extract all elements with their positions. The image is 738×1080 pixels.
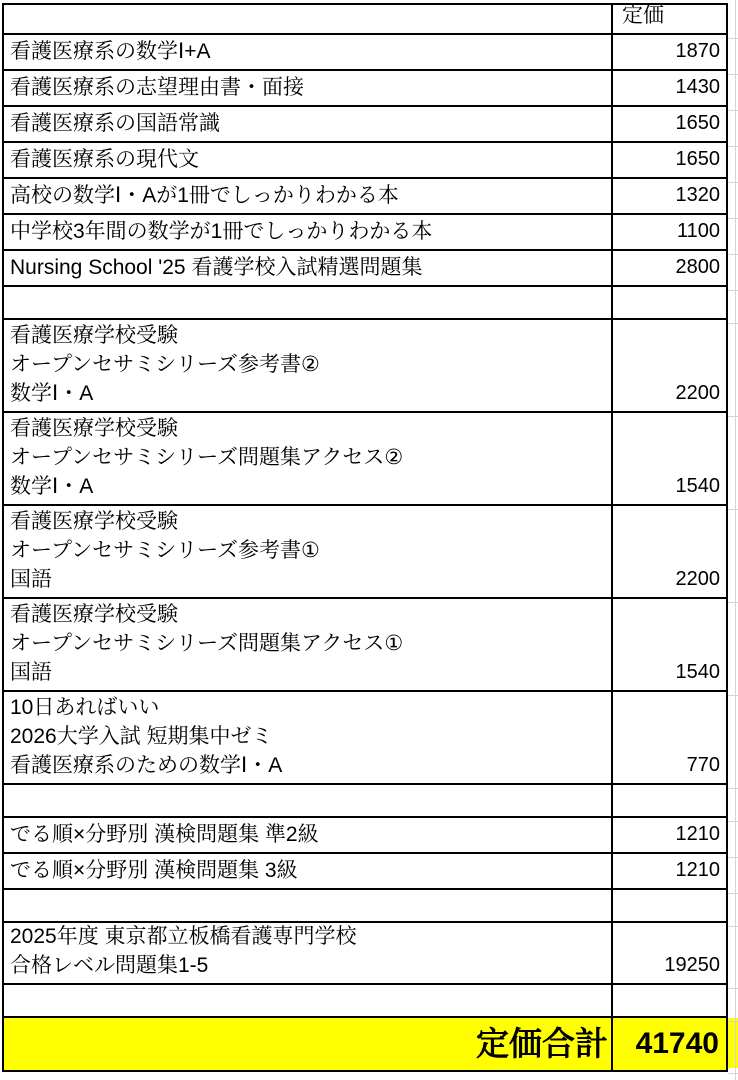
item-cell[interactable]: でる順×分野別 漢検問題集 3級 (10, 859, 298, 882)
sheet-gridline-horizontal (728, 857, 738, 858)
sheet-gridline-horizontal (728, 695, 738, 696)
table-row (4, 692, 726, 785)
item-cell[interactable]: 10日あればいい 2026大学入試 短期集中ゼミ 看護医療系のための数学Ⅰ・A (10, 696, 283, 777)
sheet-gridline-horizontal (728, 290, 738, 291)
price-cell[interactable]: 1650 (611, 107, 726, 141)
price-cell[interactable]: 1320 (611, 179, 726, 213)
sheet-gridline-horizontal (728, 38, 738, 39)
price-cell[interactable] (611, 985, 726, 1016)
sheet-gridline-horizontal (728, 988, 738, 989)
price-cell[interactable] (611, 287, 726, 318)
item-cell[interactable]: 看護医療系の数学Ⅰ+A (10, 40, 211, 63)
item-cell[interactable]: 看護医療系の現代文 (10, 148, 199, 171)
item-cell[interactable]: 看護医療系の志望理由書・面接 (10, 76, 304, 99)
item-cell[interactable] (4, 985, 611, 1016)
price-cell[interactable]: 1210 (611, 854, 726, 888)
sheet-gridline-horizontal (728, 788, 738, 789)
table-row (4, 985, 726, 1018)
sheet-gridline-horizontal (728, 821, 738, 822)
table-row (4, 818, 726, 854)
sheet-gridline-horizontal (728, 1021, 738, 1022)
price-table (2, 3, 728, 1072)
table-row (4, 854, 726, 890)
price-cell[interactable]: 1650 (611, 143, 726, 177)
table-row (4, 107, 726, 143)
item-cell[interactable]: 看護医療系の国語常識 (10, 112, 220, 135)
sheet-gridline-horizontal (728, 926, 738, 927)
table-row (4, 179, 726, 215)
total-value: 41740 (635, 1026, 719, 1060)
item-cell[interactable]: Nursing School '25 看護学校入試精選問題集 (10, 256, 423, 279)
table-body (4, 35, 726, 1018)
sheet-gridline-horizontal (728, 416, 738, 417)
table-row (4, 599, 726, 692)
sheet-gridline-horizontal (728, 1073, 738, 1074)
sheet-gridline-horizontal (728, 110, 738, 111)
sheet-gridline-horizontal (728, 509, 738, 510)
total-value-cell[interactable] (611, 1018, 726, 1070)
total-label-cell[interactable] (4, 1018, 611, 1070)
table-row (4, 143, 726, 179)
header-item-cell[interactable] (4, 5, 611, 33)
item-cell[interactable] (4, 785, 611, 816)
sheet-gridline-horizontal (728, 218, 738, 219)
item-cell[interactable]: 中学校3年間の数学が1冊でしっかりわかる本 (10, 220, 433, 243)
item-cell[interactable] (4, 890, 611, 921)
total-label: 定価合計 (476, 1024, 608, 1062)
price-cell[interactable]: 2800 (611, 251, 726, 285)
table-row (4, 413, 726, 506)
table-row (4, 35, 726, 71)
sheet-gridline-horizontal (728, 602, 738, 603)
sheet-gridline-horizontal (728, 254, 738, 255)
table-row (4, 71, 726, 107)
item-cell[interactable]: でる順×分野別 漢検問題集 準2級 (10, 823, 319, 846)
price-cell[interactable]: 1870 (611, 35, 726, 69)
price-cell[interactable]: 2200 (611, 320, 726, 411)
item-cell[interactable]: 看護医療学校受験 オープンセサミシリーズ問題集アクセス① 国語 (10, 603, 404, 684)
price-cell[interactable]: 770 (611, 692, 726, 783)
price-cell[interactable]: 2200 (611, 506, 726, 597)
header-price-cell[interactable] (611, 5, 726, 33)
total-row (4, 1018, 726, 1070)
price-cell[interactable]: 1430 (611, 71, 726, 105)
sheet-gridline-vertical (735, 0, 736, 1080)
sheet-gridline-horizontal (728, 893, 738, 894)
price-column-header: 定価 (622, 4, 664, 27)
table-row (4, 287, 726, 320)
total-row-overflow-highlight (728, 1018, 738, 1068)
item-cell[interactable] (4, 287, 611, 318)
price-cell[interactable]: 19250 (611, 923, 726, 983)
table-row (4, 320, 726, 413)
item-cell[interactable]: 高校の数学Ⅰ・Aが1冊でしっかりわかる本 (10, 184, 399, 207)
item-cell[interactable]: 看護医療学校受験 オープンセサミシリーズ問題集アクセス② 数学Ⅰ・A (10, 417, 404, 498)
price-cell[interactable] (611, 890, 726, 921)
table-row (4, 785, 726, 818)
price-cell[interactable]: 1540 (611, 599, 726, 690)
table-row (4, 215, 726, 251)
item-cell[interactable]: 2025年度 東京都立板橋看護専門学校 合格レベル問題集1-5 (10, 925, 357, 977)
price-cell[interactable]: 1210 (611, 818, 726, 852)
sheet-gridline-horizontal (728, 323, 738, 324)
header-row (4, 5, 726, 35)
table-row (4, 923, 726, 985)
sheet-gridline-horizontal (728, 182, 738, 183)
table-row (4, 890, 726, 923)
item-cell[interactable]: 看護医療学校受験 オープンセサミシリーズ参考書① 国語 (10, 510, 320, 591)
sheet-gridline-horizontal (728, 146, 738, 147)
table-row (4, 506, 726, 599)
sheet-gridline-horizontal (728, 74, 738, 75)
price-cell[interactable]: 1540 (611, 413, 726, 504)
price-cell[interactable] (611, 785, 726, 816)
table-row (4, 251, 726, 287)
item-cell[interactable]: 看護医療学校受験 オープンセサミシリーズ参考書② 数学Ⅰ・A (10, 324, 320, 405)
price-cell[interactable]: 1100 (611, 215, 726, 249)
